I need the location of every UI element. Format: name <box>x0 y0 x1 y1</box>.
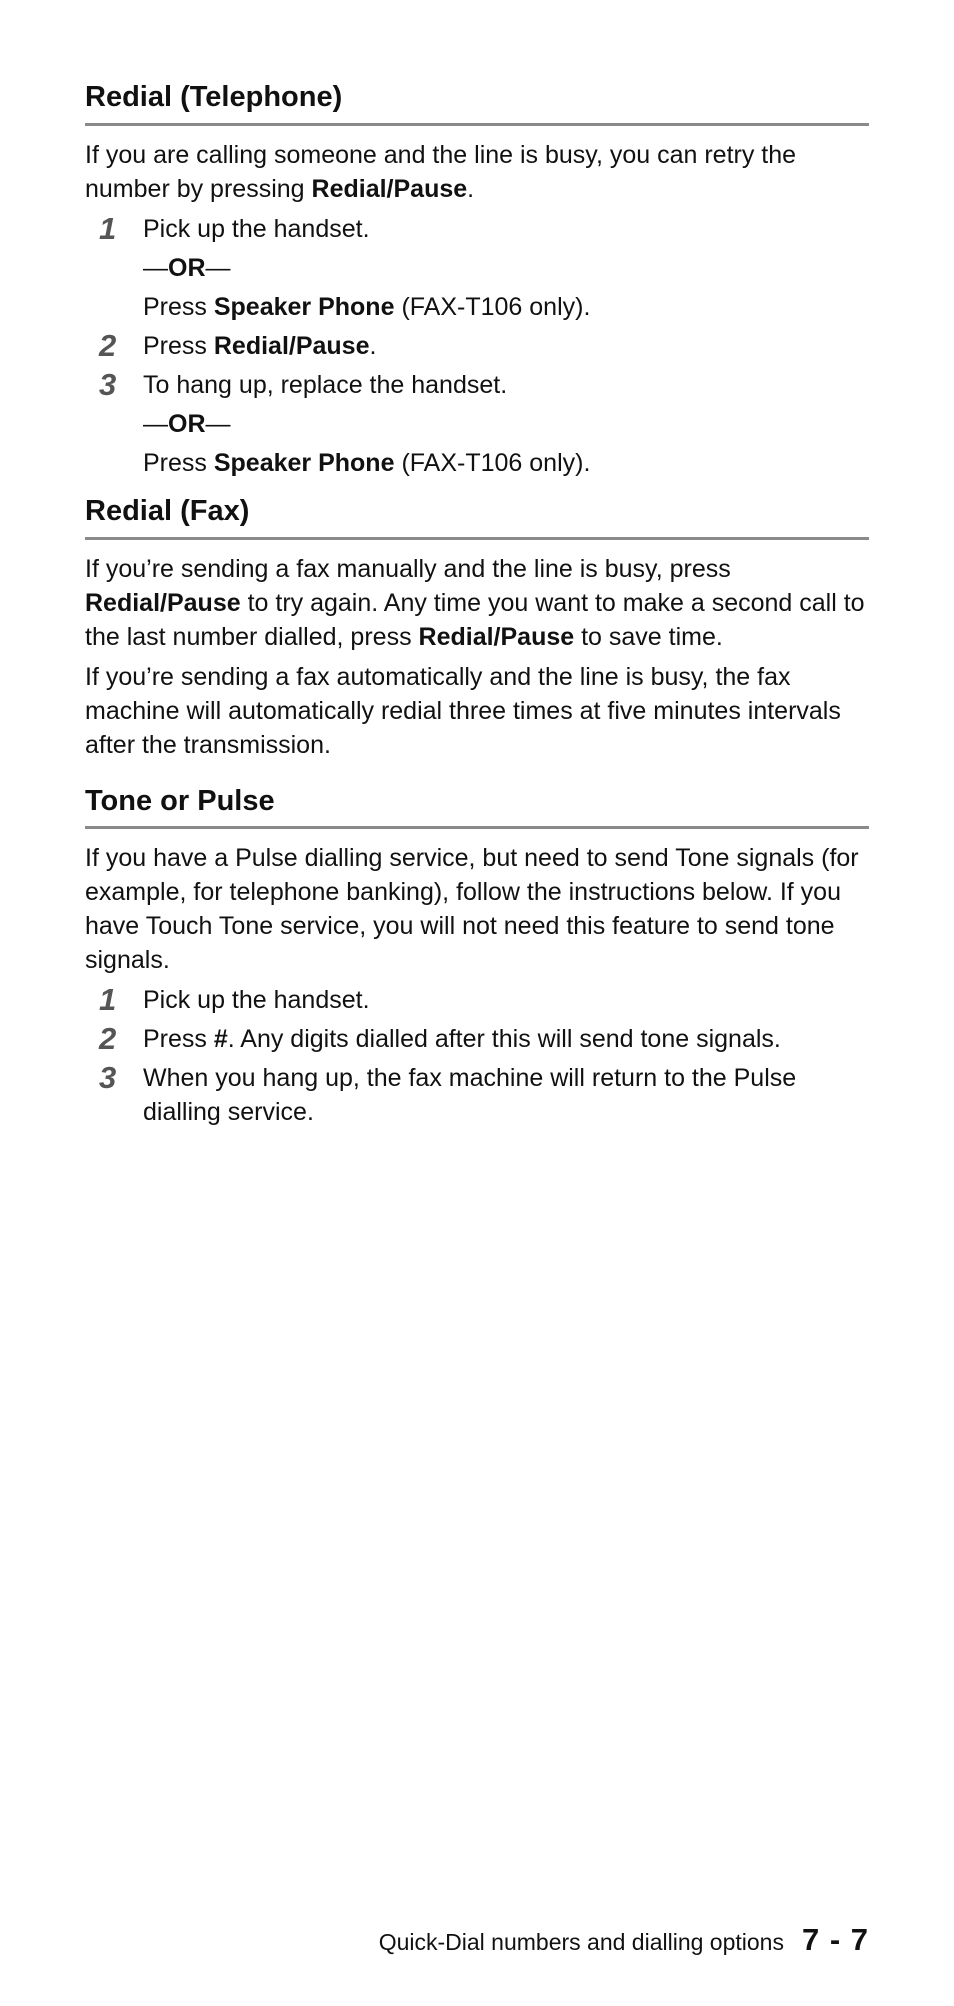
step-text: Pick up the handset. <box>143 986 370 1015</box>
section-intro: If you are calling someone and the line is busy, you can retry the number by pressing Redial/Pause. <box>85 140 797 203</box>
step-text: Press #. Any digits dialled after this will send tone signals. <box>143 1025 781 1054</box>
step-number: 2 <box>99 1021 117 1057</box>
step-text: To hang up, replace the handset. —OR— Press Speaker Phone (FAX-T106 only). <box>143 370 591 477</box>
section-heading: Tone or Pulse <box>85 784 869 830</box>
footer-chapter-title: Quick-Dial numbers and dialling options <box>378 1929 784 1955</box>
step-item <box>85 1022 869 1056</box>
step-number: 3 <box>99 1060 117 1096</box>
step-item <box>85 329 869 363</box>
step-item <box>85 1061 869 1129</box>
section-heading: Redial (Telephone) <box>85 80 869 126</box>
section-paragraph: If you’re sending a fax manually and the line is busy, press Redial/Pause to try again. Any time you want to make a second call to the last number dialled, press Redial/Pause to save time. <box>85 554 865 651</box>
step-item <box>85 212 869 324</box>
section-heading: Redial (Fax) <box>85 494 869 540</box>
step-item <box>85 983 869 1017</box>
step-text: Pick up the handset. —OR— Press Speaker Phone (FAX-T106 only). <box>143 214 591 321</box>
step-number: 1 <box>99 210 117 246</box>
step-number: 1 <box>99 982 117 1018</box>
section-paragraph: If you’re sending a fax automatically and the line is busy, the fax machine will automatically redial three times at five minutes intervals after the transmission. <box>85 662 841 759</box>
section-redial-fax <box>85 494 869 762</box>
section-intro: If you have a Pulse dialling service, but need to send Tone signals (for example, for telephone banking), follow the instructions below. If you have Touch Tone service, you will not need this feature to send tone signals. <box>85 844 859 975</box>
section-redial-telephone <box>85 80 869 480</box>
step-list <box>85 983 869 1129</box>
step-list <box>85 212 869 480</box>
step-number: 3 <box>99 366 117 402</box>
page-content <box>85 80 869 1129</box>
step-text: Press Redial/Pause. <box>143 331 377 360</box>
page-footer <box>379 1922 869 1958</box>
section-tone-or-pulse <box>85 784 869 1130</box>
step-number: 2 <box>99 327 117 363</box>
step-item <box>85 368 869 480</box>
step-text: When you hang up, the fax machine will return to the Pulse dialling service. <box>143 1064 797 1127</box>
page-number: 7 - 7 <box>801 1922 869 1957</box>
